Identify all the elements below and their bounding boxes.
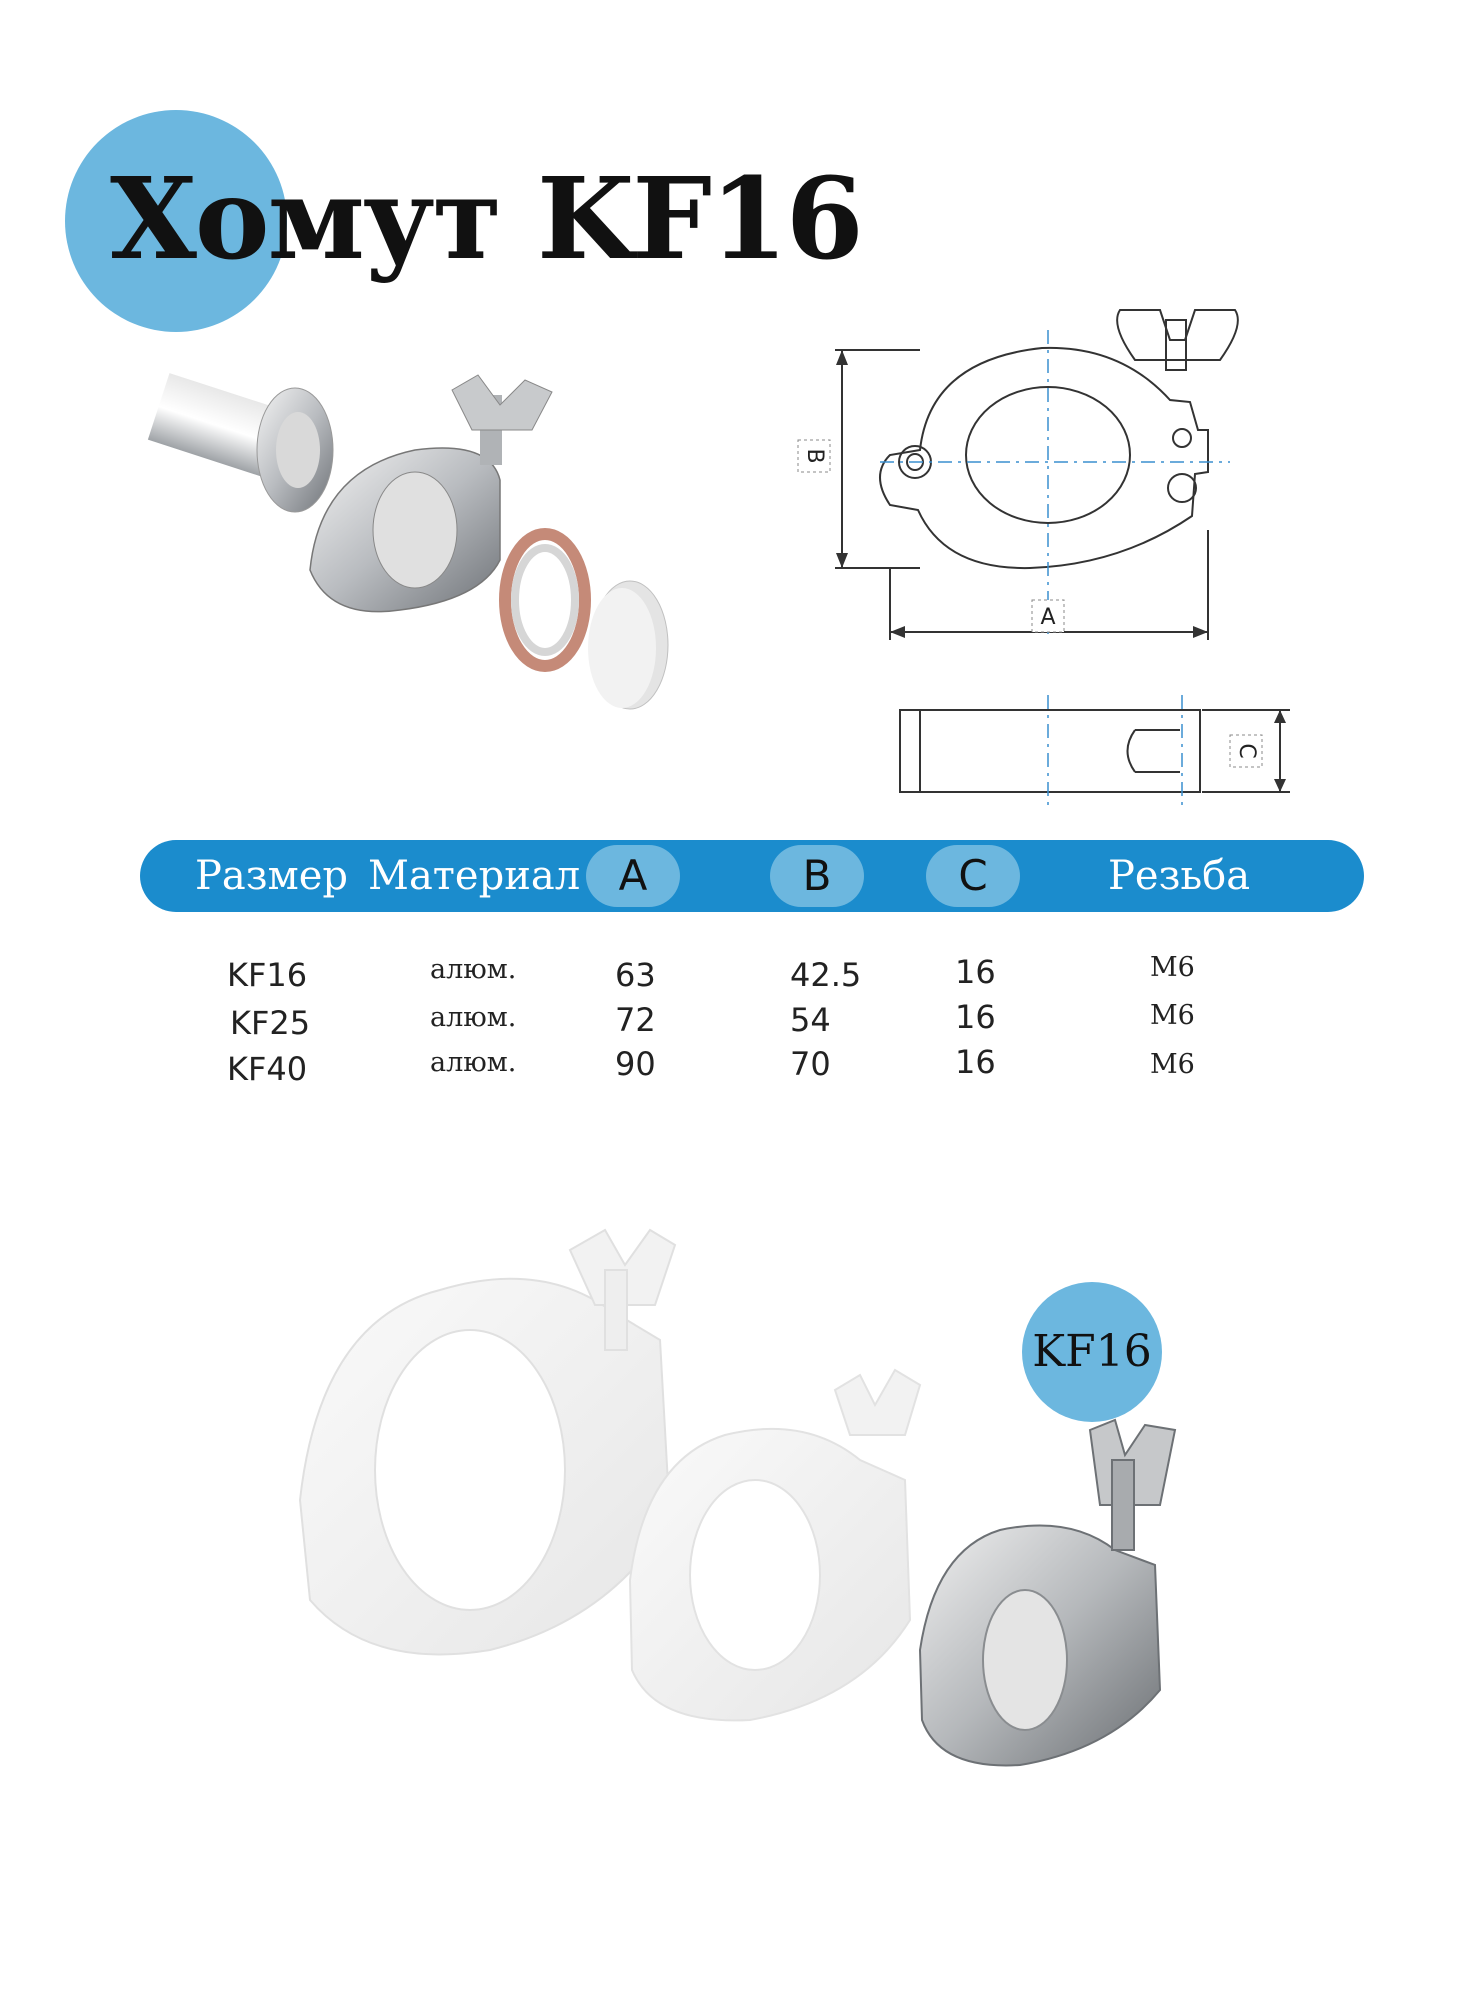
cell-material: алюм. — [430, 954, 517, 985]
cell-thread: М6 — [1150, 1000, 1195, 1031]
header-a: A — [586, 845, 680, 907]
cell-a: 72 — [615, 1001, 656, 1039]
header-c: C — [926, 845, 1020, 907]
clamp-kf25-shape — [630, 1370, 920, 1720]
label-b: B — [802, 448, 827, 464]
page-title: Хомут KF16 — [110, 154, 862, 285]
clamp-kf16-shape — [920, 1420, 1175, 1765]
side-view-outline — [900, 710, 1200, 792]
cell-size: KF40 — [227, 1050, 308, 1088]
label-c: C — [1234, 743, 1259, 759]
header-material: Материал — [368, 853, 581, 899]
cell-thread: М6 — [1150, 952, 1195, 983]
cell-c: 16 — [955, 998, 996, 1036]
cell-b: 42.5 — [790, 956, 862, 994]
cell-b: 70 — [790, 1045, 831, 1083]
header-thread: Резьба — [1108, 853, 1251, 899]
dimension-drawing — [790, 290, 1330, 810]
cell-material: алюм. — [430, 1047, 517, 1078]
cell-size: KF16 — [227, 956, 308, 994]
label-a: A — [1040, 605, 1056, 630]
cell-c: 16 — [955, 953, 996, 991]
cell-c: 16 — [955, 1043, 996, 1081]
cell-a: 90 — [615, 1045, 656, 1083]
cell-material: алюм. — [430, 1002, 517, 1033]
cell-b: 54 — [790, 1001, 831, 1039]
cell-size: KF25 — [230, 1004, 311, 1042]
header-size: Размер — [195, 853, 348, 899]
clamp-outline — [880, 348, 1208, 568]
cell-thread: М6 — [1150, 1049, 1195, 1080]
header-b: B — [770, 845, 864, 907]
clamp-kf40-shape — [300, 1230, 675, 1654]
size-badge: KF16 — [1032, 1326, 1152, 1377]
wing-nut-outline — [1117, 310, 1238, 360]
exploded-assembly-image — [160, 370, 720, 740]
cell-a: 63 — [615, 956, 656, 994]
